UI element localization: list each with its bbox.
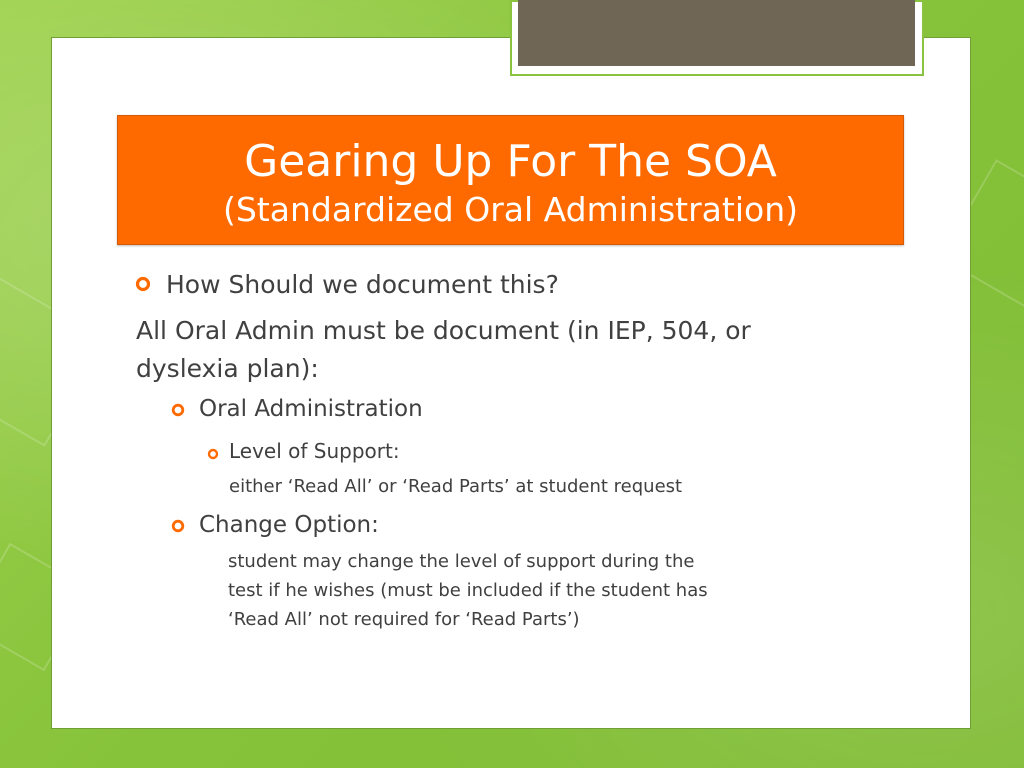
- detail-text-change-line: ‘Read All’ not required for ‘Read Parts’): [228, 609, 580, 630]
- sub-bullet-change-option: Change Option:: [199, 512, 379, 538]
- circle-bullet-icon: [171, 518, 185, 537]
- sub-bullet-level-of-support: Level of Support:: [229, 439, 400, 463]
- body-paragraph-line: dyslexia plan):: [136, 354, 319, 383]
- detail-text-change-line: student may change the level of support during the: [228, 551, 695, 572]
- slide-title: Gearing Up For The SOA: [244, 136, 777, 187]
- circle-bullet-icon: [207, 445, 219, 464]
- detail-text-change-line: test if he wishes (must be included if the student has: [228, 580, 708, 601]
- circle-bullet-icon: [171, 402, 185, 421]
- bullet-text-how-document: How Should we document this?: [166, 270, 559, 299]
- circle-bullet-icon: [135, 276, 151, 296]
- title-box: [117, 115, 904, 245]
- body-paragraph-line: All Oral Admin must be document (in IEP, 504, or: [136, 316, 751, 345]
- detail-text-read-options: either ‘Read All’ or ‘Read Parts’ at student request: [229, 476, 683, 497]
- sub-bullet-oral-administration: Oral Administration: [199, 396, 423, 422]
- decorative-tab-block: [518, 0, 915, 66]
- slide-subtitle: (Standardized Oral Administration): [222, 190, 798, 229]
